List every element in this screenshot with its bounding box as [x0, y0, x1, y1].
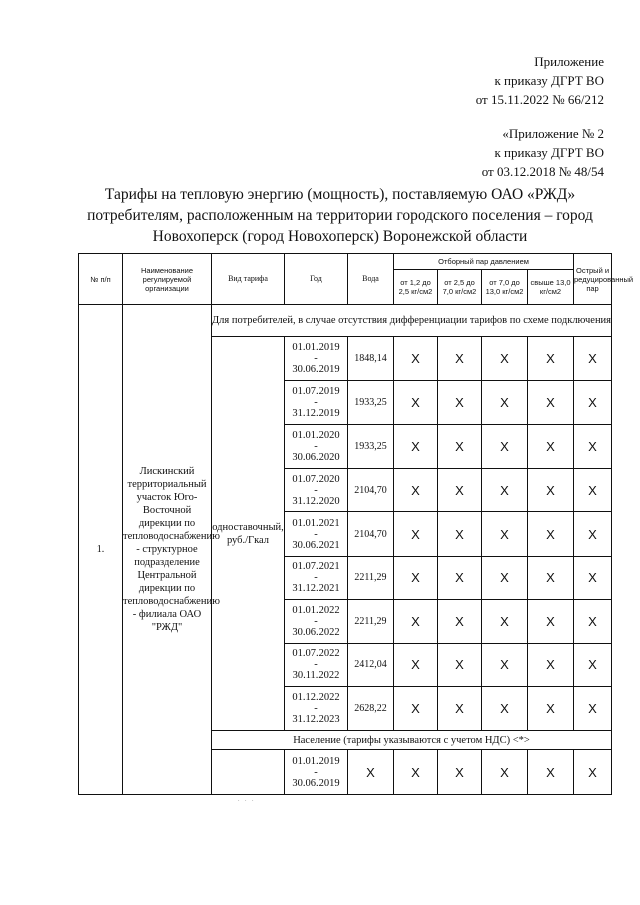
period-from: 01.01.2020	[292, 429, 340, 441]
period-from: 01.07.2022	[292, 648, 340, 660]
not-applicable-mark: X	[574, 686, 612, 730]
header-line: от 15.11.2022 № 66/212	[475, 92, 604, 107]
page-footer-marks: . . .	[238, 797, 256, 803]
period-dash: -	[314, 528, 318, 540]
header-num: № п/п	[79, 254, 123, 305]
period-from: 01.01.2022	[292, 604, 340, 616]
not-applicable-mark: X	[482, 643, 528, 686]
not-applicable-mark: X	[528, 556, 574, 599]
header-year: Год	[285, 254, 348, 305]
period-from: 01.07.2019	[292, 385, 340, 397]
not-applicable-mark: X	[528, 424, 574, 468]
not-applicable-mark: X	[528, 643, 574, 686]
period-cell	[285, 643, 348, 686]
header-tariff-type: Вид тарифа	[212, 254, 285, 305]
header-line: к приказу ДГРТ ВО	[494, 145, 604, 160]
period-cell	[285, 336, 348, 380]
period-from: 01.01.2021	[292, 517, 340, 529]
organization-name: Лискинский территориальный участок Юго-Восточной дирекции по тепловодоснабжению - структурное подразделение Центральной дирекции по тепловодоснабжению - филиала ОАО "РЖД"	[123, 305, 212, 795]
period-from: 01.01.2019	[292, 341, 340, 353]
section-title-population: Население (тарифы указываются с учетом НДС) <*>	[212, 731, 612, 750]
header-steam-col: свыше 13,0 кг/см2	[528, 270, 574, 305]
not-applicable-mark: X	[482, 381, 528, 424]
row-number: 1.	[79, 305, 123, 795]
not-applicable-mark: X	[528, 468, 574, 511]
water-value: 2211,29	[348, 600, 394, 643]
not-applicable-mark: X	[438, 643, 482, 686]
period-dash: -	[314, 572, 318, 584]
not-applicable-mark: X	[394, 336, 438, 380]
not-applicable-mark: X	[438, 336, 482, 380]
tariff-table	[78, 253, 634, 795]
period-cell	[285, 686, 348, 730]
header-steam-col: от 1,2 до 2,5 кг/см2	[394, 270, 438, 305]
not-applicable-mark: X	[574, 468, 612, 511]
not-applicable-mark: X	[574, 512, 612, 556]
appendix-header	[476, 52, 604, 109]
period-to: 31.12.2023	[292, 714, 340, 726]
period-cell	[285, 468, 348, 511]
period-from: 01.12.2022	[292, 692, 340, 704]
period-to: 30.06.2020	[292, 451, 340, 463]
period-dash: -	[314, 484, 318, 496]
not-applicable-mark: X	[574, 600, 612, 643]
not-applicable-mark: X	[438, 750, 482, 795]
header-steam-col: от 2,5 до 7,0 кг/см2	[438, 270, 482, 305]
header-line: от 03.12.2018 № 48/54	[481, 164, 604, 179]
not-applicable-mark: X	[528, 381, 574, 424]
period-dash: -	[314, 659, 318, 671]
header-line: к приказу ДГРТ ВО	[494, 73, 604, 88]
not-applicable-mark: X	[394, 686, 438, 730]
water-value: 1933,25	[348, 424, 394, 468]
not-applicable-mark: X	[394, 750, 438, 795]
not-applicable-mark: X	[438, 600, 482, 643]
not-applicable-mark: X	[528, 686, 574, 730]
not-applicable-mark: X	[528, 336, 574, 380]
not-applicable-mark: X	[574, 381, 612, 424]
header-org: Наименование регулируемой организации	[123, 254, 212, 305]
period-cell	[285, 556, 348, 599]
not-applicable-mark: X	[528, 512, 574, 556]
period-dash: -	[314, 352, 318, 364]
not-applicable-mark: X	[574, 336, 612, 380]
period-to: 30.11.2022	[292, 670, 340, 682]
not-applicable-mark: X	[482, 750, 528, 795]
not-applicable-mark: X	[394, 512, 438, 556]
not-applicable-mark: X	[482, 686, 528, 730]
not-applicable-mark: X	[574, 643, 612, 686]
not-applicable-mark: X	[394, 556, 438, 599]
period-dash: -	[314, 766, 318, 778]
header-steam-col: от 7,0 до 13,0 кг/см2	[482, 270, 528, 305]
not-applicable-mark: X	[438, 556, 482, 599]
period-dash: -	[314, 703, 318, 715]
period-to: 31.12.2020	[292, 495, 340, 507]
header-line: «Приложение № 2	[502, 126, 604, 141]
period-to: 31.12.2021	[292, 583, 340, 595]
tariff-type: одноставочный, руб./Гкал	[212, 336, 285, 731]
not-applicable-mark: X	[528, 750, 574, 795]
water-value: 2104,70	[348, 468, 394, 511]
not-applicable-mark: X	[438, 468, 482, 511]
header-steam-group: Отборный пар давлением	[394, 254, 574, 270]
not-applicable-mark: X	[438, 424, 482, 468]
period-to: 30.06.2019	[292, 777, 340, 789]
water-value: 2412,04	[348, 643, 394, 686]
section-title-general: Для потребителей, в случае отсутствия дифференциации тарифов по схеме подключения	[212, 305, 612, 336]
not-applicable-mark: X	[574, 424, 612, 468]
period-dash: -	[314, 615, 318, 627]
period-to: 31.12.2019	[292, 407, 340, 419]
not-applicable-mark: X	[438, 381, 482, 424]
not-applicable-mark: X	[574, 556, 612, 599]
tariff-type-empty	[212, 750, 285, 795]
not-applicable-mark: X	[394, 468, 438, 511]
header-line: Приложение	[534, 54, 604, 69]
not-applicable-mark: X	[482, 468, 528, 511]
water-value: 2104,70	[348, 512, 394, 556]
period-to: 30.06.2022	[292, 626, 340, 638]
period-to: 30.06.2019	[292, 363, 340, 375]
document-title: Тарифы на тепловую энергию (мощность), поставляемую ОАО «РЖД» потребителям, расположенным на территории городского поселения – город Новохоперск (город Новохоперск) Воронежской области	[87, 186, 593, 245]
not-applicable-mark: X	[528, 600, 574, 643]
not-applicable-mark: X	[438, 686, 482, 730]
period-cell	[285, 600, 348, 643]
not-applicable-mark: X	[394, 643, 438, 686]
period-to: 30.06.2021	[292, 539, 340, 551]
not-applicable-mark: X	[482, 512, 528, 556]
appendix-2-header	[482, 124, 604, 181]
not-applicable-mark: X	[394, 424, 438, 468]
not-applicable-mark: X	[482, 336, 528, 380]
period-from: 01.01.2019	[292, 755, 340, 767]
header-sharp-steam: Острый и редуцированный пар	[574, 254, 612, 305]
header-water: Вода	[348, 254, 394, 305]
not-applicable-mark: X	[394, 381, 438, 424]
not-applicable-mark: X	[438, 512, 482, 556]
not-applicable-mark: X	[394, 600, 438, 643]
water-value: 1848,14	[348, 336, 394, 380]
water-value: 2628,22	[348, 686, 394, 730]
period-cell	[285, 381, 348, 424]
not-applicable-mark: X	[482, 600, 528, 643]
period-from: 01.07.2021	[292, 561, 340, 573]
period-cell	[285, 750, 348, 795]
period-from: 01.07.2020	[292, 473, 340, 485]
not-applicable-mark: X	[574, 750, 612, 795]
not-applicable-mark: X	[482, 424, 528, 468]
period-dash: -	[314, 440, 318, 452]
water-value: X	[348, 750, 394, 795]
period-dash: -	[314, 396, 318, 408]
period-cell	[285, 424, 348, 468]
period-cell	[285, 512, 348, 556]
water-value: 2211,29	[348, 556, 394, 599]
water-value: 1933,25	[348, 381, 394, 424]
not-applicable-mark: X	[482, 556, 528, 599]
